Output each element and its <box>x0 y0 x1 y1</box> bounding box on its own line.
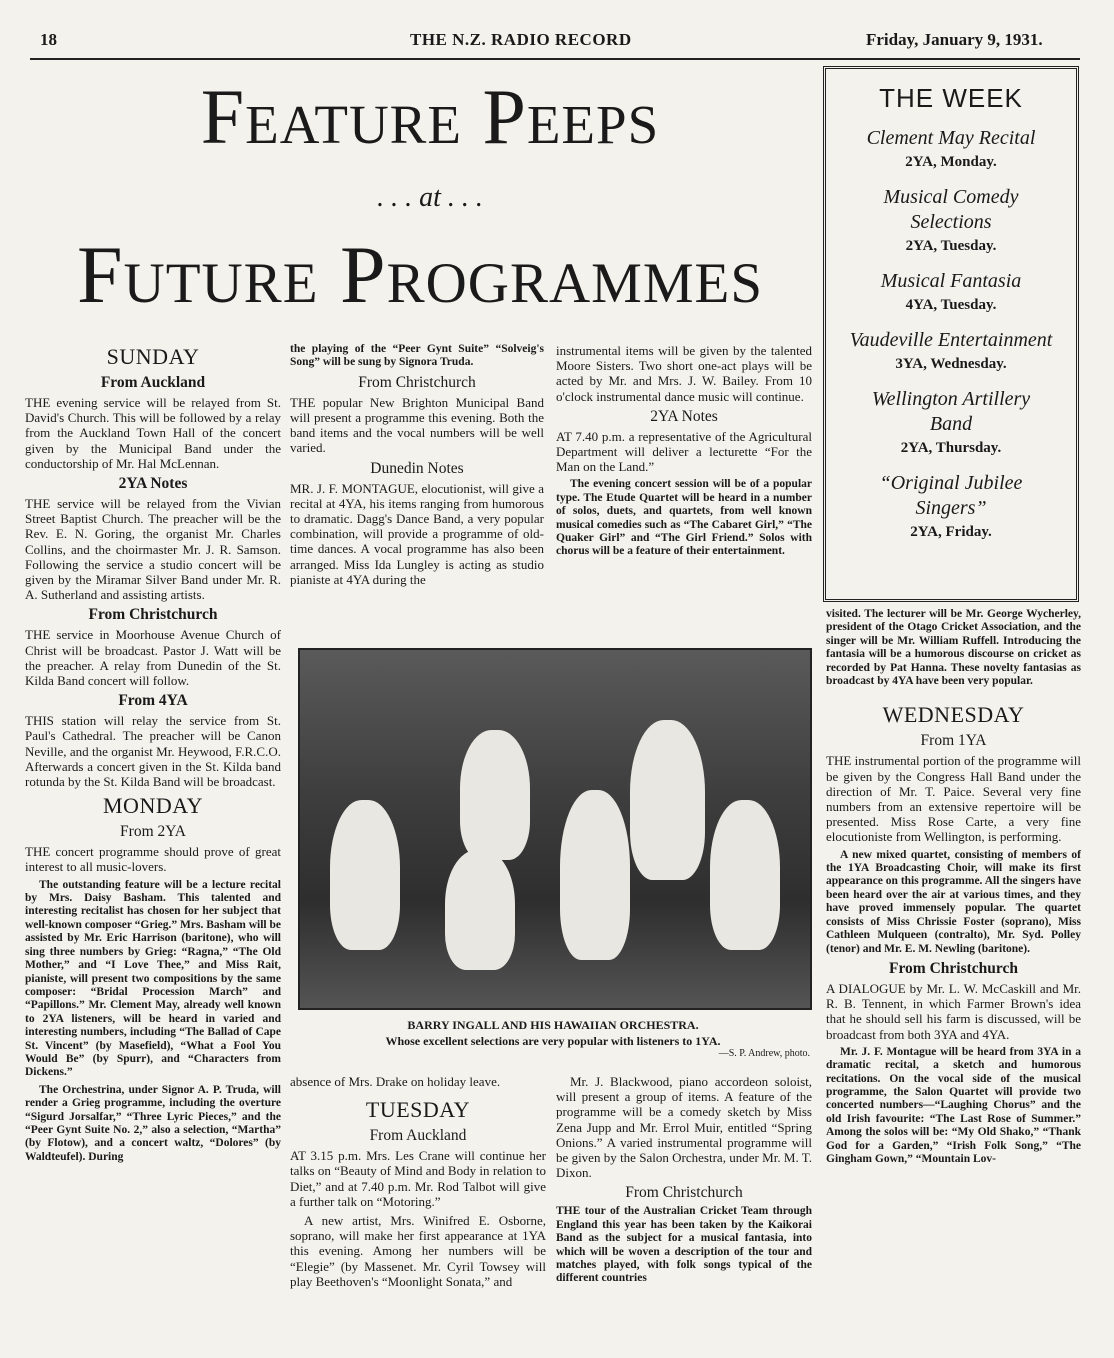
paragraph: instrumental items will be given by the talented Moore Sisters. Two short one-act plays will be acted by Mr. and Mrs. J. W. Bailey. From 10 o'clock instrumental dance music will continue. <box>556 343 812 404</box>
subhead-from-1ya: From 1YA <box>920 732 987 750</box>
subhead-from-4ya: From 4YA <box>118 692 188 710</box>
section-sunday: SUNDAY <box>106 344 200 369</box>
column-3 <box>556 343 812 563</box>
week-item-title: Musical Comedy Selections <box>883 186 1019 233</box>
paragraph: AT 7.40 p.m. a representative of the Agricultural Department will deliver a lecturette “For the Man on the Land.” <box>556 428 812 475</box>
musician-figure <box>330 800 400 950</box>
title-line-2: . . . at . . . <box>377 182 483 213</box>
subhead-from-christchurch: From Christchurch <box>88 606 218 624</box>
section-tuesday: TUESDAY <box>365 1097 471 1123</box>
paragraph: the playing of the “Peer Gynt Suite” “Solveig's Song” will be sung by Signora Truda. <box>290 343 544 369</box>
musician-figure <box>445 850 515 970</box>
week-item-title: Musical Fantasia <box>880 270 1022 292</box>
paragraph: visited. The lecturer will be Mr. George Wycherley, president of the Otago Cricket Association, and the singer will be Mr. William Ruffell. Introducing the fantasia will be a humorous discourse on cricket as recorded by Pat Hanna. These novelty fantasias as broadcast by 4YA have been very popular. <box>826 608 1081 688</box>
column-4 <box>826 608 1081 1170</box>
musician-figure <box>460 730 530 860</box>
subhead-from-2ya: From 2YA <box>120 823 186 841</box>
paragraph: THE evening service will be relayed from St. David's Church. This will be followed by a relay from the Auckland Town Hall of the concert given by the Municipal Band under the conductorship of Mr. Hal McLennan. <box>25 395 281 471</box>
photo-credit: —S. P. Andrew, photo. <box>718 1048 810 1059</box>
orchestra-photo <box>298 648 812 1010</box>
column-1 <box>25 340 281 1168</box>
paragraph: The outstanding feature will be a lecture recital by Mrs. Daisy Basham. This talented and interesting recitalist has chosen for her subject that well-known composer “Grieg.” Mrs. Basham will be assisted by Mr. Eric Harrison (baritone), who will sing three numbers by Grieg: “Ragna,” “The Old Mother,” and “I Love Thee,” and Miss Rait, pianiste, will present two compositions by the same composer: “Bridal Procession March” and “Papillons.” Mr. Clement May, already well known to 2YA listeners, will be heard in varied and interesting numbers, including “The Ballad of Cape St. Vincent” (by Masefield), “What a Fool You Would Be” (by Spurr), and “Characters from Dickens.” <box>25 878 281 1079</box>
week-item-station: 3YA, Wednesday. <box>895 356 1007 372</box>
paragraph: THE popular New Brighton Municipal Band will present a programme this evening. Both the band items and the vocal numbers will be well varied. <box>290 394 544 456</box>
column-2 <box>290 343 544 591</box>
paragraph: AT 3.15 p.m. Mrs. Les Crane will continue her talks on “Beauty of Mind and Body in relation to Diet,” and at 7.40 p.m. Mr. Rod Talbot will give a further talk on “Motoring.” <box>290 1148 546 1209</box>
subhead-2ya-notes: 2YA Notes <box>650 407 718 425</box>
paragraph: THE concert programme should prove of great interest to all music-lovers. <box>25 844 281 875</box>
title-line-3: Future Programmes <box>76 229 764 320</box>
column-6 <box>556 1074 812 1290</box>
week-item-title: Clement May Recital <box>866 127 1036 149</box>
header-rule <box>30 58 1080 60</box>
paragraph: Mr. J. F. Montague will be heard from 3YA in a dramatic recital, a sketch and humorous recitations. On the vocal side of the musical programme, the Salon Quartet will provide two concerted numbers—“Laughing Chorus” and the old Irish favourite: “The Last Rose of Summer.” Among the solos will be: “My Old Shako,” “Thank God for a Garden,” “Irish Folk Song,” “The Gingham Gown,” “Mountain Lov- <box>826 1045 1081 1165</box>
paragraph: The Orchestrina, under Signor A. P. Truda, will render a Grieg programme, including the overture “Sigurd Jorsalfar,” “Three Lyric Pieces,” and the “Peer Gynt Suite No. 2,” also a selection, “Martha” (by Flotow), and a concert waltz, “Dolores” (by Waldteufel). During <box>25 1083 281 1163</box>
week-item-station: 2YA, Tuesday. <box>905 238 997 254</box>
issue-date: Friday, January 9, 1931. <box>866 30 1043 49</box>
subhead-2ya-notes: 2YA Notes <box>118 475 188 493</box>
paragraph: THE service in Moorhouse Avenue Church of Christ will be broadcast. Pastor J. Watt will be the preacher. A relay from Dunedin of the St. Kilda Band concert will follow. <box>25 627 281 689</box>
subhead-from-auckland: From Auckland <box>369 1127 467 1145</box>
week-item-station: 2YA, Friday. <box>910 524 992 540</box>
week-item-station: 2YA, Thursday. <box>900 440 1002 456</box>
paragraph: THIS station will relay the service from St. Paul's Cathedral. The preacher will be Canon Neville, and the organist Mr. Heywood, F.R.C.O. Afterwards a concert given in the St. Kilda band rotunda by the St. Kilda Band will be broadcast. <box>25 713 281 790</box>
subhead-from-christchurch: From Christchurch <box>625 1184 743 1202</box>
subhead-from-auckland: From Auckland <box>100 374 206 391</box>
paragraph: THE tour of the Australian Cricket Team through England this year has been taken by the Kaikorai Band as the subject for a musical fantasia, into which will be woven a description of the tour and matches played, with folk songs typical of the different countries <box>556 1205 812 1285</box>
week-item-title: “Original Jubilee Singers” <box>879 472 1023 519</box>
week-item-station: 4YA, Tuesday. <box>905 297 997 313</box>
paragraph: A new mixed quartet, consisting of members of the 1YA Broadcasting Choir, will make its first appearance on this programme. All the singers have been heard over the air at various times, and they have proved immensely popular. The quartet consists of Miss Chrissie Foster (soprano), Miss Cathleen Mulqueen (contralto), Mr. Syd. Polley (tenor) and Mr. E. M. Newling (baritone). <box>826 848 1081 955</box>
musician-figure <box>560 790 630 960</box>
column-5 <box>290 1074 546 1293</box>
paragraph: MR. J. F. MONTAGUE, elocutionist, will give a recital at 4YA, his items ranging from humorous to dramatic. Dagg's Dance Band, a very popular combination, will provide a programme of old-time dances. A vocal programme has also been arranged. Miss Ida Lungley is acting as studio pianiste at 4YA during the <box>290 480 544 587</box>
page-number: 18 <box>40 30 57 49</box>
section-monday: MONDAY <box>103 793 203 819</box>
week-item-station: 2YA, Monday. <box>905 154 997 170</box>
week-item-title: Vaudeville Entertainment <box>849 329 1053 351</box>
week-item-title: Wellington Artillery Band <box>871 388 1031 435</box>
title-line-1: Feature Peeps <box>200 73 660 160</box>
subhead-from-christchurch: From Christchurch <box>358 373 476 391</box>
paragraph: Mr. J. Blackwood, piano accordeon soloist, will present a group of items. A feature of the programme will be a comedy sketch by Miss Zena Jupp and Mr. Errol Muir, entitled “Spring Onions.” A varied instrumental programme will be given by the Salon Orchestra, under Mr. M. T. Dixon. <box>556 1074 812 1181</box>
paragraph: THE instrumental portion of the programme will be given by the Congress Hall Band under the direction of Mr. T. Paice. Several very fine numbers from an extensive repertoire will be presented. Miss Rose Carte, a very fine elocutioniste from Wellington, is performing. <box>826 753 1081 845</box>
paragraph: THE service will be relayed from the Vivian Street Baptist Church. The preacher will be the Rev. E. N. Goring, the organist Mr. Charles Collins, and the choirmaster Mr. J. R. Samson. Following the service a studio concert will be given by the Miramar Silver Band under Mr. R. A. Sutherland and assisting artists. <box>25 496 281 603</box>
photo-caption: BARRY INGALL AND HIS HAWAIIAN ORCHESTRA. <box>407 1018 699 1032</box>
musician-figure <box>630 720 705 880</box>
photo-subcaption: Whose excellent selections are very popular with listeners to 1YA. <box>385 1034 721 1048</box>
subhead-from-christchurch: From Christchurch <box>888 959 1019 977</box>
subhead-dunedin-notes: Dunedin Notes <box>370 459 464 477</box>
musician-figure <box>710 800 780 950</box>
the-week-heading: THE WEEK <box>879 83 1023 113</box>
publication-name: THE N.Z. RADIO RECORD <box>410 30 632 49</box>
the-week-box <box>823 66 1079 602</box>
section-wednesday: WEDNESDAY <box>882 702 1025 728</box>
paragraph: A DIALOGUE by Mr. L. W. McCaskill and Mr. R. B. Tennent, in which Farmer Brown's idea that he should sell his farm is discussed, will be broadcast from both 3YA and 4YA. <box>826 980 1081 1042</box>
paragraph: A new artist, Mrs. Winifred E. Osborne, soprano, will make her first appearance at 1YA this evening. Among her numbers will be “Elegie” (by Massenet. Mr. Cyril Towsey will play Beethoven's “Moonlight Sonata,” and <box>290 1213 546 1289</box>
paragraph: absence of Mrs. Drake on holiday leave. <box>290 1074 501 1089</box>
paragraph: The evening concert session will be of a popular type. The Etude Quartet will be heard in a number of solos, duets, and quartets, from well known musical comedies such as “The Cabaret Girl,” “The Quaker Girl” and “The Girl Friend.” Solos with chorus will be a feature of their entertainment. <box>556 478 812 558</box>
